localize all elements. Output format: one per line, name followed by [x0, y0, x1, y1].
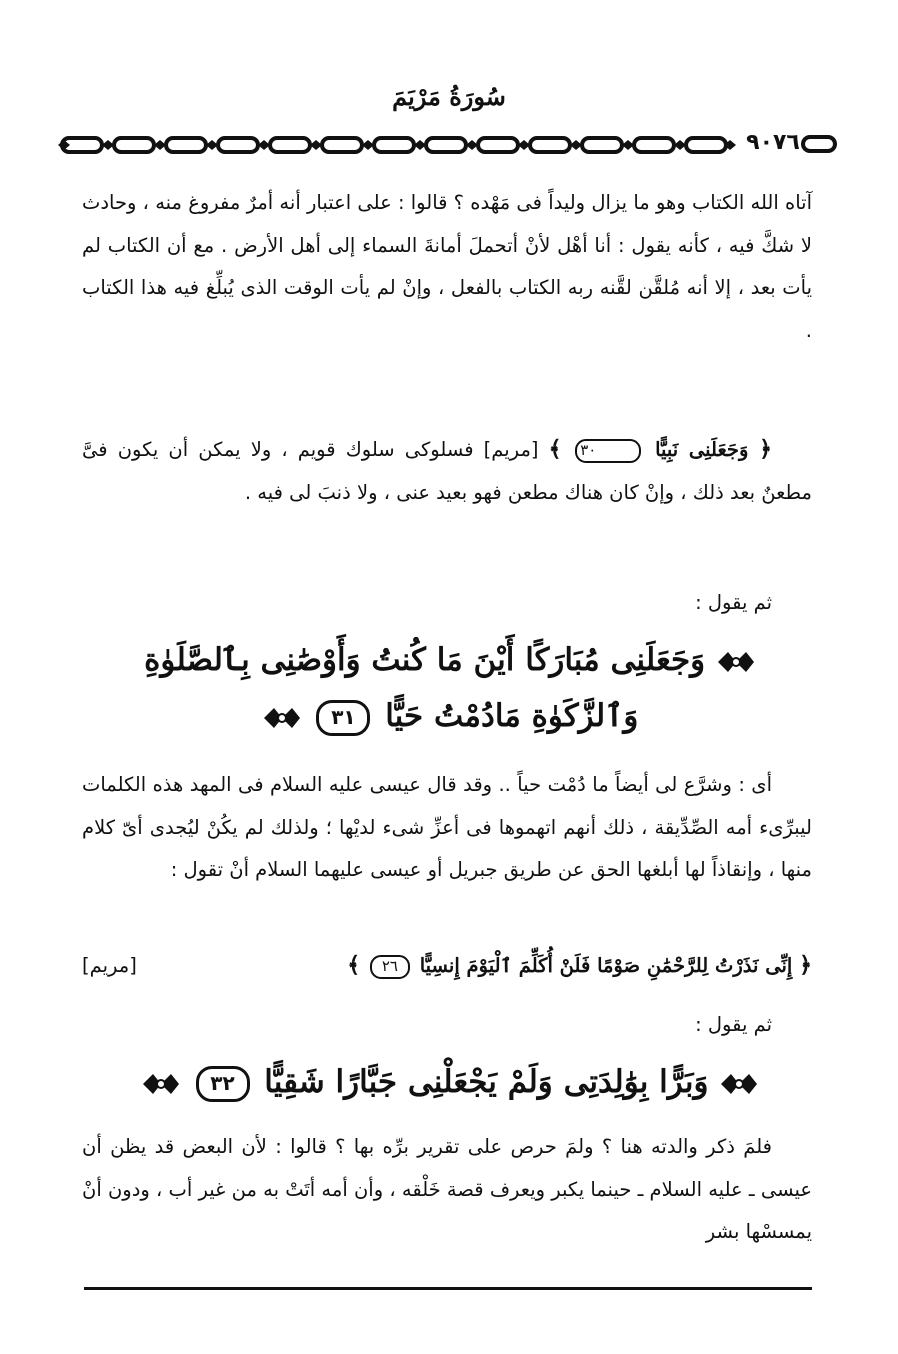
quran-bracket-open-icon: ﴿: [759, 436, 772, 462]
paragraph-2-text: [82, 428, 812, 514]
header-chain-ornament: [56, 132, 736, 158]
verse-26-text: إِنِّى نَذَرْتُ لِلرَّحْمَٰنِ صَوْمًا فَلَنْ أُكَلِّمَ ٱلْيَوْمَ إِنسِيًّا: [419, 954, 793, 977]
verse-31-line-2: [80, 688, 820, 744]
verse-end-ornament-icon: [262, 704, 302, 732]
quran-bracket-close-icon: ﴾: [548, 436, 562, 462]
footer-rule: [84, 1287, 812, 1290]
paragraph-2-body: فسلوكى سلوك قويم ، ولا يمكن أن يكون فىَّ مطعنٌ بعد ذلك ، وإنْ كان هناك مطعن فهو بعيد عنى ، ولا ذنبَ لى فيه .: [82, 438, 812, 504]
verse-31-block: [80, 632, 820, 744]
verse-end-ornament-icon: [141, 1070, 181, 1098]
ayah-number-26: ٢٦: [370, 955, 410, 979]
surah-title: سُورَةُ مَرْيَمَ: [392, 82, 506, 111]
verse-31-line-1-text: وَجَعَلَنِى مُبَارَكًا أَيْنَ مَا كُنتُ وَأَوْصَٰنِى بِٱلصَّلَوٰةِ: [144, 642, 706, 678]
then-says-2-text: ثم يقول :: [695, 1013, 772, 1036]
paragraph-2: [82, 428, 812, 514]
paragraph-3-text: أى : وشرَّع لى أيضاً ما دُمْت حياً .. وقد قال عيسى عليه السلام فى المهد هذه الكلمات ليبرِّىء أمه الصِّدِّيقة ، ذلك أنهم اتهموها فى أعزِّ شىء لديْها ؛ ولذلك لم يكُنْ ليُجدى أىّ كلام منها ، وإنقاذاً لها أبلغها الحق عن طريق جبريل أو عيسى عليهما السلام أنْ تقول :: [82, 773, 812, 881]
quran-bracket-open-icon: ﴿: [799, 952, 812, 978]
verse-start-ornament-icon: [716, 648, 756, 676]
verse-30-ref: [مريم]: [483, 438, 539, 461]
paragraph-4: [82, 1126, 812, 1254]
verse-26-quote: [347, 952, 812, 979]
verse-32-line: [80, 1054, 820, 1110]
verse-26-ref: [مريم]: [82, 954, 137, 977]
verse-31-line-1: [80, 632, 820, 688]
verse-31-line-2-text: وَٱلزَّكَوٰةِ مَادُمْتُ حَيًّا: [385, 698, 639, 734]
page-number: ٩٠٧٦: [746, 130, 800, 155]
verse-32-text: وَبَرًّا بِوَٰلِدَتِى وَلَمْ يَجْعَلْنِى جَبَّارًا شَقِيًّا: [264, 1064, 709, 1100]
then-says-2: [82, 1004, 812, 1047]
verse-30-quote: ﴿ وَجَعَلَنِى نَبِيًّا ٣٠ ﴾: [548, 436, 772, 462]
ayah-number-30: ٣٠: [575, 439, 641, 463]
paragraph-4-text: فلمَ ذكر والدته هنا ؟ ولمَ حرص على تقرير برِّه بها ؟ قالوا : لأن البعض قد يظن أن عيسى ـ عليه السلام ـ حينما يكبر ويعرف قصة خَلْقه ، وأن أمه أتَتْ به من غير أب ، ودون أنْ يمسسْها بشر: [82, 1135, 812, 1243]
verse-32-block: [80, 1054, 820, 1110]
paragraph-3: [82, 764, 812, 892]
quran-bracket-close-icon: ﴾: [347, 952, 361, 978]
paragraph-1-text: آتاه الله الكتاب وهو ما يزال وليداً فى مَهْده ؟ قالوا : على اعتبار أنه أمرٌ مفروغ منه ، وحادث لا شكَّ فيه ، كأنه يقول : أنا أهْل لأنْ أتحملَ أمانةَ السماء إلى أهل الأرض . مع أن الكتاب لم يأت بعد ، إلا أنه مُلقَّن لقَّنه ربه الكتاب بالفعل ، وإنْ لم يأت الوقت الذى يُبلِّغ فيه هذا الكتاب .: [82, 191, 812, 342]
header-chain-end-ornament: [800, 133, 838, 155]
then-says-1-text: ثم يقول :: [695, 591, 772, 614]
verse-26-line: [82, 952, 812, 986]
then-says-1: [82, 582, 812, 625]
ayah-number-31: ٣١: [316, 700, 370, 736]
ayah-number-32: ٣٢: [196, 1066, 250, 1102]
paragraph-1: [82, 182, 812, 352]
verse-start-ornament-icon: [719, 1070, 759, 1098]
